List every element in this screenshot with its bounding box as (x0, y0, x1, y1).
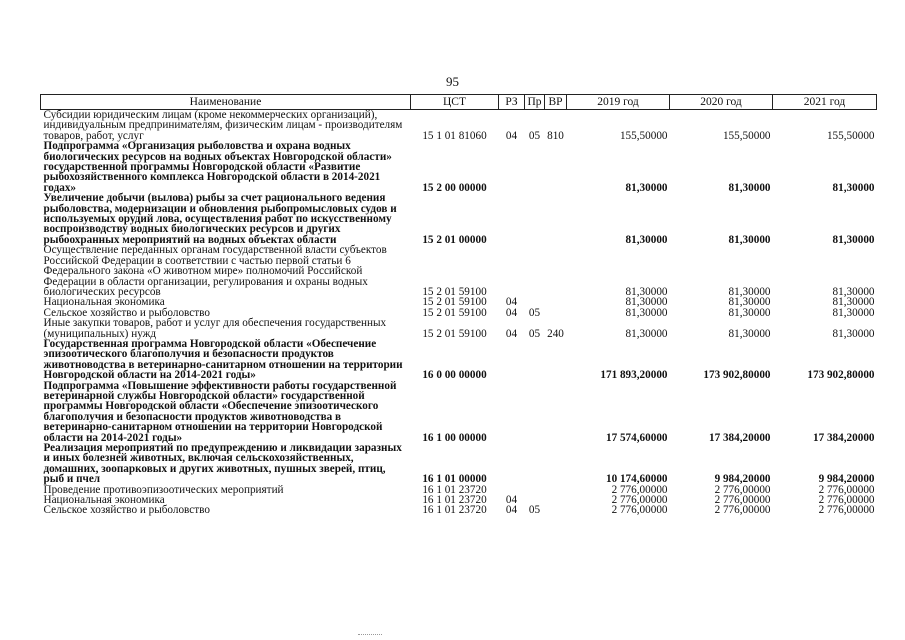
table-row (41, 141, 877, 193)
cell-vr: 810 (547, 129, 564, 142)
cell-cst: 15 1 01 81060 (422, 129, 487, 142)
cell-vr (545, 245, 567, 297)
cell-cst: 15 2 01 59100 (422, 296, 487, 309)
cell-y2021: 81,30000 (832, 327, 875, 340)
cell-name: Сельское хозяйство и рыболовство (43, 306, 210, 319)
cell-y2021: 81,30000 (832, 285, 875, 298)
cell-pr (525, 193, 545, 245)
table-row (41, 110, 877, 142)
cell-vr (545, 308, 567, 318)
header-pr: Пр (525, 95, 545, 110)
cell-y2019: 81,30000 (625, 285, 668, 298)
cell-y2021: 81,30000 (832, 233, 875, 246)
cell-pr (525, 141, 545, 193)
cell-y2019: 171 893,20000 (600, 369, 668, 382)
cell-y2020: 81,30000 (728, 296, 771, 309)
cell-vr (545, 505, 567, 515)
cell-rz (499, 141, 525, 193)
table-row (41, 339, 877, 381)
table-row (41, 381, 877, 443)
cell-cst: 16 1 01 23720 (422, 504, 487, 517)
table-row (41, 318, 877, 339)
cell-name: Сельское хозяйство и рыболовство (43, 504, 210, 517)
cell-name: Реализация мероприятий по предупреждению и ликвидации заразных и иных болезней животных, включая сельскохозяйственных, домашних, зоопарковых и других животных, пушных зверей, птиц, рыб и пчел (43, 442, 402, 486)
cell-pr: 05 (528, 504, 541, 517)
cell-name: Проведение противоэпизоотических мероприятий (43, 483, 284, 496)
cell-name: Осуществление переданных органам государственной власти субъектов Российской Федерации в соответствии с частью первой статьи 6 Федерального закона «О животном мире» полномочий Российской Федерации в области организации, регулирования и охраны водных биологических ресурсов (43, 244, 387, 298)
cell-y2021: 17 384,20000 (812, 431, 875, 444)
cell-cst: 15 2 01 59100 (422, 285, 487, 298)
cell-name: Подпрограмма «Организация рыболовства и охрана водных биологических ресурсов на водных объектах Новгородской области» государственной программы Новгородской области «Развитие рыбохозяйственного комплекса Новгородской области в 2014-2021 годах» (43, 140, 392, 194)
cell-name: Субсидии юридическим лицам (кроме некоммерческих организаций), индивидуальным предпринимателям, физическим лицам - производителям товаров, работ, услуг (43, 109, 403, 142)
footer-mark (358, 634, 382, 635)
page-number: 95 (446, 74, 459, 89)
table-row (41, 443, 877, 485)
cell-y2020: 2 776,00000 (714, 483, 771, 496)
cell-rz (499, 443, 525, 485)
cell-pr (525, 381, 545, 443)
cell-cst: 15 2 01 59100 (422, 327, 487, 340)
header-2021: 2021 год (773, 95, 877, 110)
cell-rz: 04 (505, 494, 518, 507)
budget-table (40, 94, 877, 516)
cell-y2021: 9 984,20000 (818, 473, 875, 486)
cell-rz (499, 381, 525, 443)
cell-name: Иные закупки товаров, работ и услуг для обеспечения государственных (муниципальных) нужд (43, 317, 387, 340)
cell-name: Увеличение добычи (вылова) рыбы за счет рационального ведения рыболовства, модернизации и обновления рыбопромысловых судов и используемых орудий лова, осуществления работ по искусственному воспроизводству водных биологических ресурсов и других рыбоохранных мероприятий на водных объектах области (43, 192, 397, 246)
cell-vr (545, 297, 567, 307)
cell-y2021: 2 776,00000 (818, 504, 875, 517)
cell-y2019: 2 776,00000 (611, 483, 668, 496)
cell-cst: 16 1 01 23720 (422, 494, 487, 507)
cell-pr: 05 (528, 327, 541, 340)
cell-rz: 04 (505, 306, 518, 319)
cell-vr: 240 (547, 327, 564, 340)
cell-y2020: 173 902,80000 (703, 369, 771, 382)
cell-cst: 15 2 01 59100 (422, 306, 487, 319)
cell-y2020: 81,30000 (728, 327, 771, 340)
table-row (41, 505, 877, 515)
table-row (41, 193, 877, 245)
cell-y2021: 81,30000 (832, 306, 875, 319)
cell-y2019: 81,30000 (625, 327, 668, 340)
header-rz: РЗ (499, 95, 525, 110)
cell-y2021: 2 776,00000 (818, 483, 875, 496)
cell-y2019: 2 776,00000 (611, 494, 668, 507)
cell-name: Национальная экономика (43, 494, 165, 507)
cell-pr: 05 (528, 129, 541, 142)
cell-y2021: 155,50000 (826, 129, 875, 142)
cell-y2020: 81,30000 (728, 306, 771, 319)
cell-pr: 05 (528, 306, 541, 319)
cell-rz: 04 (505, 327, 518, 340)
cell-cst: 16 1 01 00000 (422, 473, 487, 486)
cell-y2021: 81,30000 (832, 181, 875, 194)
cell-y2019: 81,30000 (625, 306, 668, 319)
cell-pr (525, 339, 545, 381)
header-name: Наименование (41, 95, 411, 110)
cell-rz: 04 (505, 296, 518, 309)
cell-cst: 15 2 01 00000 (422, 233, 487, 246)
header-2020: 2020 год (670, 95, 773, 110)
cell-y2020: 81,30000 (728, 233, 771, 246)
cell-cst: 16 1 00 00000 (422, 431, 487, 444)
header-2019: 2019 год (567, 95, 670, 110)
table-row (41, 245, 877, 297)
cell-y2019: 81,30000 (625, 233, 668, 246)
cell-vr (545, 485, 567, 495)
cell-y2019: 81,30000 (625, 296, 668, 309)
cell-y2021: 2 776,00000 (818, 494, 875, 507)
cell-cst: 16 1 01 23720 (422, 483, 487, 496)
cell-y2020: 2 776,00000 (714, 494, 771, 507)
header-cst: ЦСТ (411, 95, 499, 110)
cell-cst: 16 0 00 00000 (422, 369, 487, 382)
cell-cst: 15 2 00 00000 (422, 181, 487, 194)
cell-rz: 04 (505, 504, 518, 517)
cell-vr (545, 443, 567, 485)
cell-y2021: 173 902,80000 (807, 369, 875, 382)
cell-vr (545, 495, 567, 505)
cell-y2019: 155,50000 (619, 129, 668, 142)
cell-name: Национальная экономика (43, 296, 165, 309)
table-header (41, 95, 877, 110)
header-vr: ВР (545, 95, 567, 110)
cell-vr (545, 381, 567, 443)
cell-pr (525, 443, 545, 485)
cell-vr (545, 141, 567, 193)
table-body (41, 110, 877, 516)
cell-y2019: 10 174,60000 (605, 473, 668, 486)
cell-pr (525, 245, 545, 297)
cell-y2021: 81,30000 (832, 296, 875, 309)
cell-pr (525, 485, 545, 495)
cell-rz: 04 (505, 129, 518, 142)
cell-y2020: 2 776,00000 (714, 504, 771, 517)
cell-y2020: 81,30000 (728, 285, 771, 298)
cell-rz (499, 339, 525, 381)
cell-name: Подпрограмма «Повышение эффективности работы государственной ветеринарной службы Новгородской области» государственной программы Новгородской области «Обеспечение эпизоотического благополучия и безопасности продуктов животноводства в ветеринарно-санитарном отношении на территории Новгородской области на 2014-2021 годы» (43, 379, 397, 444)
cell-y2020: 9 984,20000 (714, 473, 771, 486)
cell-vr (545, 339, 567, 381)
cell-name: Государственная программа Новгородской области «Обеспечение эпизоотического благополучия и безопасности продуктов животноводства в ветеринарно-санитарном отношении на территории Новгородской области на 2014-2021 годы» (43, 337, 403, 382)
cell-y2020: 17 384,20000 (708, 431, 771, 444)
cell-y2019: 17 574,60000 (605, 431, 668, 444)
cell-y2020: 81,30000 (728, 181, 771, 194)
cell-rz (499, 245, 525, 297)
cell-y2020: 155,50000 (722, 129, 771, 142)
cell-vr (545, 193, 567, 245)
cell-y2019: 81,30000 (625, 181, 668, 194)
cell-rz (499, 193, 525, 245)
cell-y2019: 2 776,00000 (611, 504, 668, 517)
